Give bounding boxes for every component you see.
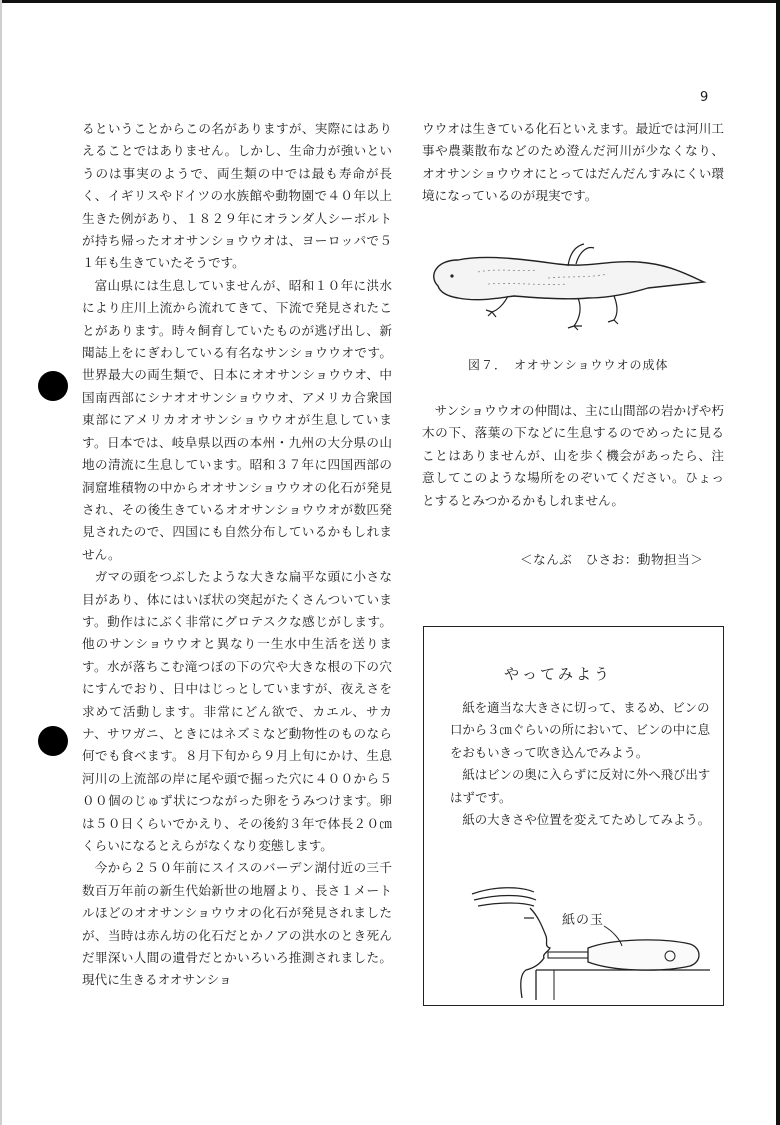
author-credit: ＜なんぶ ひさお：動物担当＞ [520,552,704,567]
activity-box [423,626,724,1006]
page-left-edge [0,0,2,1125]
activity-step-2: 紙はビンの奥に入らずに反対に外へ飛び出すはずです。 [450,767,711,805]
right-paragraph-1: ウウオは生きている化石といえます。最近では河川工事や農薬散布などのため澄んだ河川が少なくなり、オオサンショウウオにとってはだんだんすみにくい環境になっているのが現実です。 [422,121,724,204]
left-column [82,118,392,992]
salamander-illustration [418,238,718,338]
left-paragraph-3: ガマの頭をつぶしたような大きな扁平な頭に小さな目があり、体にはいぼ状の突起がたくさんついています。動作はにぶく非常にグロテスクな感じがします。他のサンショウウオと異なり一生水中生活を送ります。水が落ちこむ滝つぼの下の穴や大きな根の下の穴にすんでおり、日中はじっとしていますが、夜えさを求めて活動します。非常にどん欲で、カエル、サカナ、サワガニ、ときにはネズミなど動物性のものなら何でも食べます。８月下旬から９月上旬にかけ、生息河川の上流部の岸に尾や頭で掘った穴に４００から５００個のじゅず状につながった卵をうみつけます。卵は５０日くらいでかえり、その後約３年で体長２０㎝くらいになるとえらがなくなり変態します。 [82,569,392,853]
binder-hole-top [38,371,68,401]
page-right-edge [776,0,780,1125]
right-paragraph-2: サンショウウオの仲間は、主に山間部の岩かげや朽木の下、落葉の下などに生息するのでめったに見ることはありませんが、山を歩く機会があったら、注意してこのような場所をのぞいてください。ひょっとするとみつかるかもしれません。 [422,403,724,508]
activity-title: やってみよう [504,665,613,683]
paper-ball-label: 紙の玉 [562,913,605,928]
right-column-top [422,118,724,208]
salamander-figure [418,238,718,338]
page-top-edge [0,0,780,3]
left-paragraph-4: 今から２５０年前にスイスのバーデン湖付近の三千数百万年前の新生代始新世の地層より、長さ１メートルほどのオオサンショウウオの化石が発見されましたが、当時は赤ん坊の化石だとかノアの洪水のとき死んだ罪深い人間の遺骨だとかいろいろ推測されました。現代に生きるオオサンショ [82,860,392,988]
left-paragraph-1: るということからこの名がありますが、実際にはありえることではありません。しかし、生命力が強いというのは事実のようで、両生類の中では最も寿命が長く、イギリスやドイツの水族館や動物園で４０年以上生きた例があり、１８２９年にオランダ人シーボルトが持ち帰ったオオサンショウウオは、ヨーロッパで５１年も生きていたそうです。 [82,121,392,271]
figure-caption: 図７． オオサンショウウオの成体 [468,358,669,372]
page-number: 9 [700,90,709,105]
activity-step-1: 紙を適当な大きさに切って、まるめ、ビンの口から３㎝ぐらいの所において、ビンの中に息をおもいきって吹き込んでみよう。 [450,700,710,760]
right-column-middle [422,400,724,512]
activity-step-3: 紙の大きさや位置を変えてためしてみよう。 [462,812,711,828]
left-paragraph-2: 富山県には生息していませんが、昭和１０年に洪水により庄川上流から流れてきて、下流で発見されたことがあります。時々飼育していたものが逃げ出し、新聞誌上をにぎわしている有名なサンショウウオです。世界最大の両生類で、日本にオオサンショウウオ、中国南西部にシナオオサンショウウオ、アメリカ合衆国東部にアメリカオオサンショウウオが生息しています。日本では、岐阜県以西の本州・九州の大分県の山地の清流に生息しています。昭和３７年に四国西部の洞窟堆積物の中からオオサンショウウオの化石が発見され、その後生きているオオサンショウウオが数匹発見されたので、四国にも自然分布しているかもしれません。 [82,277,392,562]
activity-body [450,697,712,831]
binder-hole-bottom [38,726,68,756]
blowing-bottle-illustration [464,882,714,1002]
